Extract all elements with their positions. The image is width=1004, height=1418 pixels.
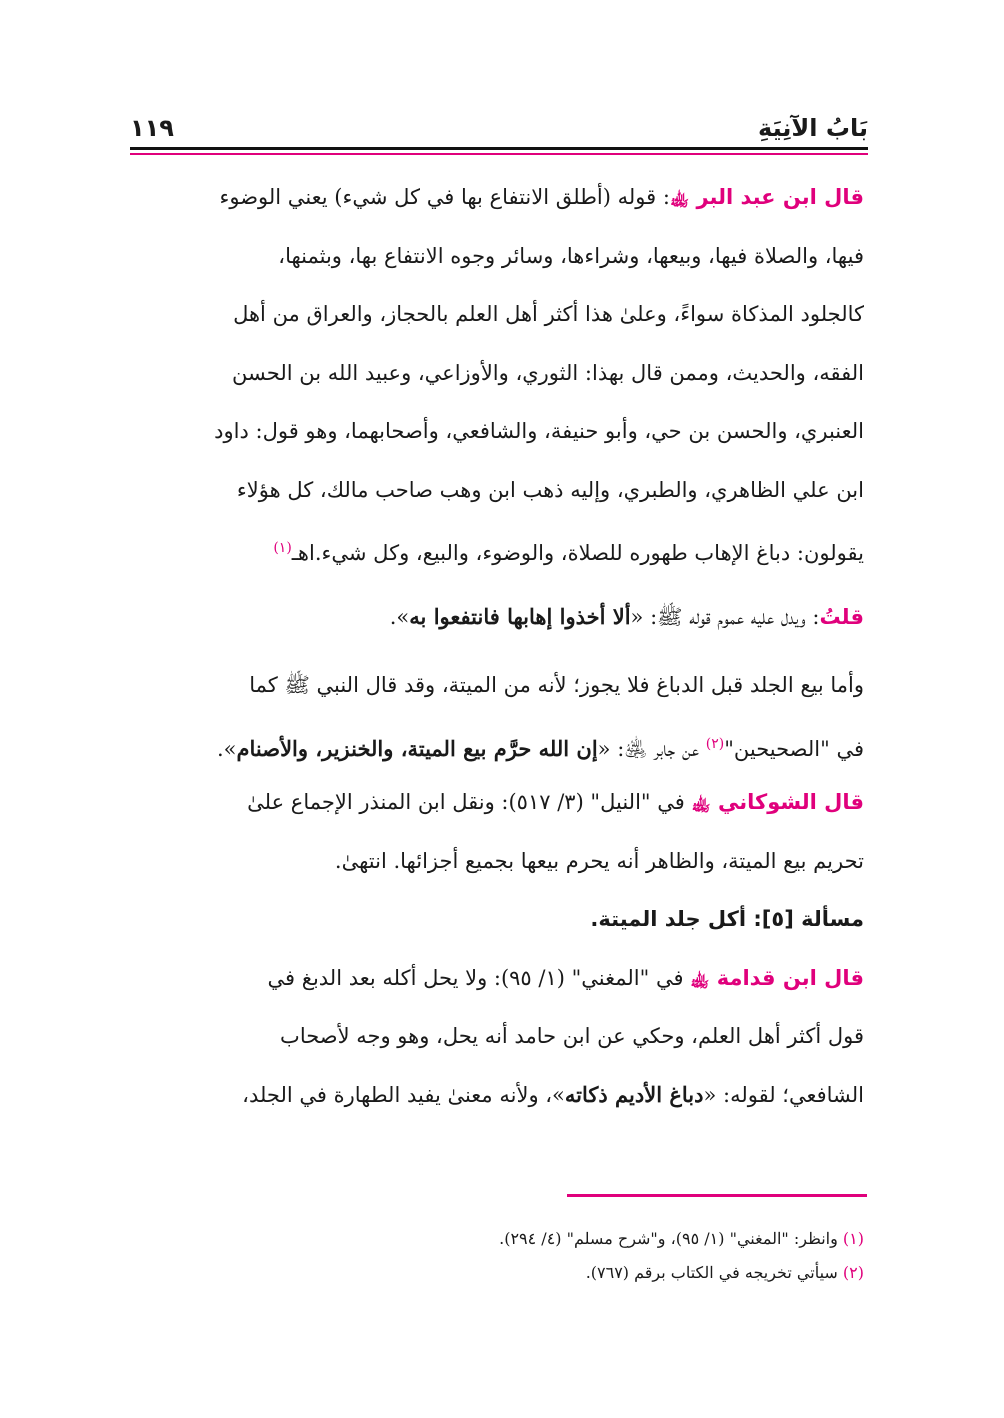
text-line: الفقه، والحديث، وممن قال بهذا: الثوري، والأوزاعي، وعبيد الله بن الحسن bbox=[232, 360, 864, 385]
text-line: كالجلود المذكاة سواءً، وعلىٰ هذا أكثر أهل العلم بالحجاز، والعراق من أهل bbox=[233, 302, 864, 326]
text-line: قول أكثر أهل العلم، وحكي عن ابن حامد أنه يحل، وهو وجه لأصحاب bbox=[280, 1024, 864, 1048]
speaker-name: قال ابن قدامة ﵀ bbox=[690, 965, 864, 990]
text-line: تحريم بيع الميتة، والظاهر أنه يحرم بيعها بجميع أجزائها. انتهىٰ. bbox=[334, 848, 864, 873]
text-segment: الشافعي؛ لقوله: « bbox=[703, 1082, 864, 1107]
running-header bbox=[130, 112, 868, 152]
text-line: العنبري، والحسن بن حي، وأبو حنيفة، والشافعي، وأصحابهما، وهو قول: داود bbox=[214, 419, 864, 443]
hadith-text: إن الله حرَّم بيع الميتة، والخنزير، والأصنام bbox=[236, 735, 598, 761]
text-segment: »، ولأنه معنىٰ يفيد الطهارة في الجلد، bbox=[242, 1082, 565, 1107]
text-line: فيها، والصلاة فيها، وبيعها، وشراءها، وسائر وجوه الانتفاع بها، وبثمنها، bbox=[278, 243, 864, 268]
hadith-text: ألا أخذوا إهابها فانتفعوا به bbox=[409, 603, 631, 629]
header-rule-pink bbox=[130, 153, 868, 155]
footnote-item bbox=[134, 1222, 864, 1256]
footnote-ref: (١) bbox=[273, 540, 292, 556]
paragraph-gap bbox=[134, 646, 864, 656]
paragraph-gap bbox=[134, 578, 864, 588]
text-segment: : ويدل عليه عموم قوله ﷺ: « bbox=[630, 604, 820, 629]
footnotes bbox=[134, 1222, 864, 1290]
text-segment: ». bbox=[389, 604, 410, 629]
quote-text: يقولون: دباغ الإهاب طهوره للصلاة، والوضوء، والبيع، وكل شيء.اهـ bbox=[291, 541, 864, 565]
text-segment: ». bbox=[216, 736, 237, 761]
text-line bbox=[134, 519, 864, 578]
chapter-title: بَابُ الآنِيَةِ bbox=[758, 114, 868, 142]
text-segment: عن جابر ﵁: « bbox=[597, 736, 706, 761]
text-line: ابن علي الظاهري، والطبري، وإليه ذهب ابن وهب صاحب مالك، كل هؤلاء bbox=[236, 477, 864, 502]
text-line bbox=[134, 773, 864, 832]
footnote-text: سيأتي تخريجه في الكتاب برقم (٧٦٧). bbox=[585, 1263, 843, 1282]
text-line: وأما بيع الجلد قبل الدباغ فلا يجوز؛ لأنه من الميتة، وقد قال النبي ﷺ كما bbox=[249, 673, 864, 697]
qult-label: قلتُ bbox=[819, 604, 864, 629]
section-heading: مسألة [٥]: أكل جلد الميتة. bbox=[590, 907, 864, 931]
text-segment: في "الصحيحين" bbox=[724, 736, 864, 761]
page-number: ١١٩ bbox=[130, 114, 174, 142]
footnote-separator bbox=[567, 1194, 867, 1197]
footnote-number: (٢) bbox=[842, 1263, 864, 1282]
quote-text: : قوله (أطلق الانتفاع بها في كل شيء) يعني الوضوء bbox=[219, 185, 670, 209]
main-text bbox=[134, 168, 864, 1124]
footnote-text: وانظر: "المغني" (١/ ٩٥)، و"شرح مسلم" (٤/ ٢٩٤). bbox=[499, 1229, 843, 1248]
footnote-item bbox=[134, 1256, 864, 1290]
speaker-name: قال الشوكاني ﵀ bbox=[691, 790, 864, 814]
header-rule-black bbox=[130, 147, 868, 150]
speaker-name: قال ابن عبد البر ﵀ bbox=[669, 185, 864, 209]
hadith-text: دباغ الأديم ذكاته bbox=[564, 1081, 704, 1107]
footnote-number: (١) bbox=[842, 1229, 864, 1248]
quote-text: في "المغني" (١/ ٩٥): ولا يحل أكله بعد الدبغ في bbox=[267, 965, 691, 990]
footnote-ref: (٢) bbox=[705, 735, 725, 752]
text-line bbox=[134, 588, 864, 647]
text-line bbox=[134, 949, 864, 1008]
quote-text: في "النيل" (٣/ ٥١٧): ونقل ابن المنذر الإجماع علىٰ bbox=[247, 790, 692, 814]
text-line bbox=[134, 715, 864, 774]
text-line bbox=[134, 1066, 864, 1125]
text-line bbox=[134, 168, 864, 227]
